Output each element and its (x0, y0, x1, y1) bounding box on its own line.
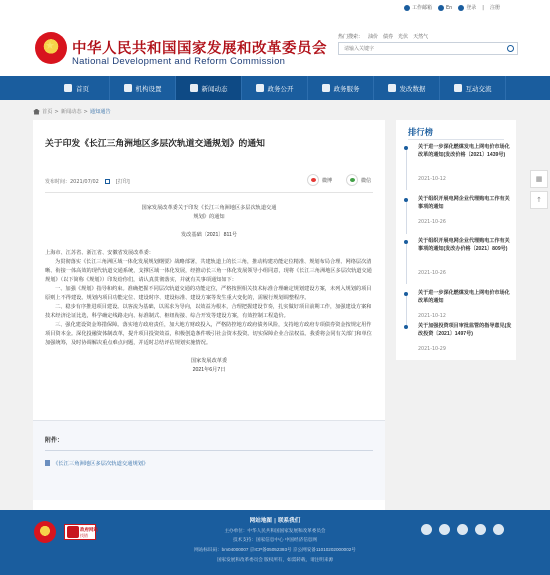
doc-number: 发改基础〔2021〕811号 (180, 232, 238, 238)
workbench-link[interactable]: 工作邮箱 (404, 4, 432, 11)
breadcrumb-news[interactable]: 新闻动态 (60, 109, 82, 115)
site-footer (0, 510, 550, 575)
timeline-line (406, 150, 407, 190)
document-icon (256, 84, 264, 92)
timeline-line (406, 244, 407, 284)
attachment-label: 附件： (45, 437, 64, 444)
article-title: 关于印发《长江三角洲地区多层次轨道交通规划》的通知 (45, 138, 265, 148)
separator: | (482, 4, 484, 11)
breadcrumb-sep: > (83, 108, 88, 115)
login-link[interactable]: 登录 (458, 4, 476, 11)
ranking-item-date: 2021-10-29 (418, 347, 446, 352)
divider (45, 192, 373, 193)
ranking-item-date: 2021-10-12 (418, 177, 446, 182)
ranking-item-title[interactable]: 关于加强投资项目审批监管的指导意见(发改投资〔2021〕1497号) (418, 323, 512, 337)
hot-term[interactable]: 债券 (383, 34, 394, 40)
footer-registration[interactable]: 网站标识码：bm04000007 京ICP备05052393号 京公网安备11010202000002号 (194, 547, 356, 552)
attachment-section (33, 420, 385, 500)
douyin-icon[interactable] (457, 524, 468, 535)
globe-icon (438, 5, 444, 11)
top-links (404, 4, 500, 11)
nav-data[interactable]: 发改数据 (374, 76, 440, 100)
article-panel (33, 120, 385, 518)
divider (45, 450, 373, 451)
hot-term[interactable]: 光伏 (398, 34, 409, 40)
timeline-line (406, 296, 407, 328)
share-bar (307, 174, 371, 186)
addressee: 上海市、江苏省、浙江省、安徽省发展改革委： (45, 250, 154, 256)
paragraph-intro: 为贯彻落实《长江三角洲区域一体化发展规划纲要》战略部署，共建轨道上的长三角，推动构建功能定位精准、规划布局合理、网络层次清晰、衔接一体高效的现代轨道交通系统，支撑区域一体化发展，经推动长三角一体化发展领导小组同意，现将《长江三角洲地区多层次轨道交通规划》（以下简称《规划》）印发给你们，请认真贯彻落实，并就有关事项通知如下： (45, 259, 372, 283)
publish-date: 发布时间：2021/07/02 (45, 179, 99, 185)
attachment-filename[interactable]: 《长江三角洲地区多层次轨道交通规划》 (53, 461, 149, 467)
wechat-icon[interactable] (439, 524, 450, 535)
mobile-icon[interactable] (493, 524, 504, 535)
news-icon (190, 84, 198, 92)
share-wechat[interactable]: 微信 (346, 174, 371, 186)
ranking-item-title[interactable]: 关于进一步深化燃煤发电上网电价市场化改革的通知(发改价格〔2021〕1439号) (418, 144, 510, 158)
weibo-icon[interactable] (421, 524, 432, 535)
breadcrumb (33, 108, 111, 115)
attachment-link[interactable] (45, 459, 148, 467)
print-link[interactable]: [打印] (115, 179, 130, 185)
back-to-top-button[interactable] (530, 191, 548, 209)
badge-subtitle: 找错 (80, 533, 88, 538)
signature-date: 2021年6月7日 (192, 367, 226, 373)
main-nav (0, 76, 550, 100)
file-icon (45, 460, 50, 466)
doc-title: 国家发展改革委关于印发《长江三角洲地区多层次轨道交通规划》的通知 (141, 205, 277, 220)
qrcode-icon: ▦ (535, 175, 543, 183)
share-weibo[interactable]: 微博 (307, 174, 332, 186)
footer-copyright: 国家发展和改革委员会 版权所有，如需转载，请注明来源 (216, 557, 334, 562)
hot-search (338, 33, 428, 40)
building-icon (124, 84, 132, 92)
wechat-icon (346, 174, 358, 186)
home-icon (33, 109, 40, 115)
search-input[interactable] (339, 43, 499, 54)
search-box (338, 42, 518, 55)
divider (408, 139, 504, 140)
footer-links[interactable]: 网站地图 | 联系我们 (249, 518, 301, 524)
hot-term[interactable]: 油价 (368, 34, 379, 40)
ranking-title: 排行榜 (408, 127, 433, 137)
ranking-item-title[interactable]: 关于组织开展电网企业代理购电工作有关事项的通知 (418, 196, 510, 210)
hot-term[interactable]: 天然气 (413, 34, 429, 40)
app-icon[interactable] (475, 524, 486, 535)
ranking-item-title[interactable]: 关于进一步深化燃煤发电上网电价市场化改革的通知 (418, 290, 510, 304)
chat-icon (454, 84, 462, 92)
national-emblem-logo[interactable] (35, 32, 67, 64)
english-link[interactable]: En (438, 5, 452, 11)
ranking-item-title[interactable]: 关于组织开展电网企业代理购电工作有关事项的通知(发改办价格〔2021〕809号) (418, 238, 510, 252)
user-icon (458, 5, 464, 11)
paragraph-1: 一、加强《规划》指导和约束。准确把握不同层次轨道交通的功能定位，严格按照相关技术标准合理确定规划建设方案，未列入规划的项目原则上不得建设。规划内项目功能定位、建设时序、建设标准、建设方案等发生重大变化的，需履行规划调整程序。 (45, 286, 372, 301)
nav-gov-services[interactable]: 政务服务 (308, 76, 374, 100)
arrow-up-icon: ↑ (536, 196, 542, 204)
ranking-item-date: 2021-10-26 (418, 220, 446, 225)
floating-tools (530, 170, 548, 210)
site-header (0, 18, 550, 76)
ranking-item-date: 2021-10-26 (418, 271, 446, 276)
footer-social (421, 524, 504, 535)
timeline-line (406, 202, 407, 234)
hot-search-label: 热门搜索： (338, 34, 364, 40)
nav-organization[interactable]: 机构设置 (110, 76, 176, 100)
nav-home[interactable]: 首页 (44, 76, 110, 100)
ranking-item-date: 2021-10-12 (418, 314, 446, 319)
qrcode-button[interactable] (530, 170, 548, 188)
mail-icon (404, 5, 410, 11)
top-utility-bar (0, 0, 550, 18)
badge-title: 政府网站 (80, 528, 98, 533)
paragraph-3: 三、强化建设资金筹措保障。落实地方政府责任，加大地方财政投入，严格防控地方政府债务风险，支持地方政府专项债券资金按规定用作项目资本金。深化投融资体制改革，提升项目投资效益，积极创造条件吸引社会资本投资。切实保障企业合法权益。我委将会同有关部门和单位加强统筹，及时协调解决重点难点问题，并适时总结评估规划实施情况。 (45, 322, 372, 346)
article-meta (45, 178, 130, 185)
footer-tech-support: 技术支持：国家信息中心 中国经济信息网 (233, 537, 317, 542)
service-icon (322, 84, 330, 92)
nav-interaction[interactable]: 互动交流 (440, 76, 506, 100)
breadcrumb-home[interactable]: 首页 (42, 109, 53, 115)
breadcrumb-notices[interactable]: 通知通告 (89, 109, 111, 115)
breadcrumb-sep: > (54, 108, 59, 115)
site-title-en[interactable]: National Development and Reform Commission (72, 56, 286, 67)
ranking-sidebar (396, 120, 516, 360)
nav-gov-affairs[interactable]: 政务公开 (242, 76, 308, 100)
weibo-icon (307, 174, 319, 186)
search-icon[interactable] (507, 45, 514, 52)
signature-org: 国家发展改革委 (190, 358, 228, 364)
article-body (45, 204, 373, 375)
printer-icon[interactable] (105, 179, 110, 184)
paragraph-2: 二、稳步有序推进项目建设。以客流为基础，以需求为导向，以效益为根本，合理把握建设节奏，扎实做好项目前期工作，加强建设方案和技术经济论证比选，科学确定线路走向、标准制式、枢纽衔接、综合开发等建设方案，有效控制工程造价。 (45, 304, 372, 319)
chart-icon (388, 84, 396, 92)
bullet-icon (404, 325, 408, 329)
site-title-cn[interactable]: 中华人民共和国国家发展和改革委员会 (72, 41, 327, 57)
register-link[interactable]: 注册 (489, 5, 500, 11)
home-icon (64, 84, 72, 92)
footer-sponsor: 主办单位：中华人民共和国国家发展和改革委员会 (224, 528, 326, 533)
nav-news[interactable]: 新闻动态 (176, 76, 242, 100)
